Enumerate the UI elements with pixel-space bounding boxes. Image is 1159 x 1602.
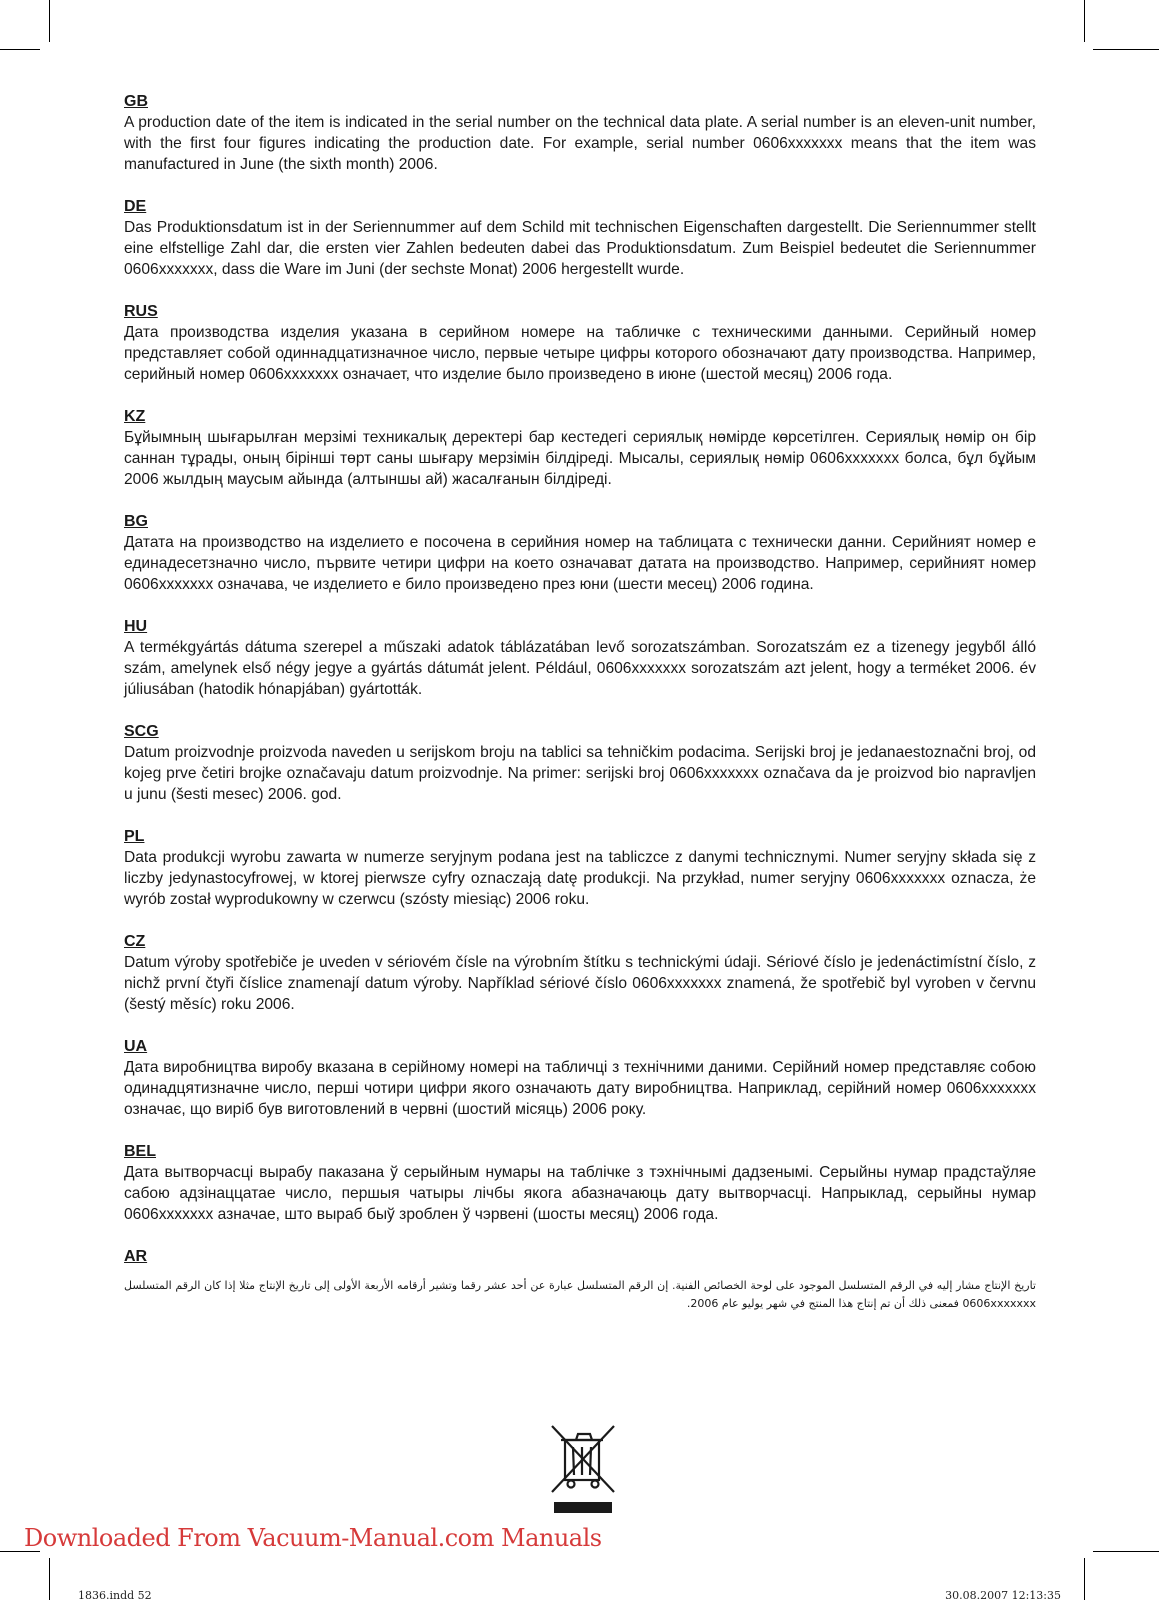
section-text: Das Produktionsdatum ist in der Seriennummer auf dem Schild mit technischen Eigenschaften dargestellt. Die Seriennummer stellt eine elfstellige Zahl dar, die ersten vier Zahlen bedeuten dabei das Produktionsdatum. Zum Beispiel bedeutet die Seriennummer 0606xxxxxxx, dass die Ware im Juni (der sechste Monat) 2006 hergestellt wurde.	[124, 219, 1036, 278]
crop-mark	[0, 49, 40, 50]
section-text: Datum výroby spotřebiče je uveden v sériovém čísle na výrobním štítku s technickými údaji. Sériové číslo je jedenáctimístní číslo, z nichž první čtyři číslice znamenají datum výroby. Například sériové číslo 0606xxxxxxx znamená, že spotřebič byl vyroben v červnu (šestý měsíc) roku 2006.	[124, 954, 1036, 1013]
section-text-arabic: تاريخ الإنتاج مشار إليه في الرقم المتسلسل الموجود على لوحة الخصائص الفنية. إن الرقم المتسلسل عبارة عن أحد عشر رقما وتشير أرقامه الأربعة الأولى إلى تاريخ الإنتاج مثلا إذا كان الرقم المتسلسل 0606xxxxxxx فمعنى ذلك أن تم إنتاج هذا المنتج في شهر يوليو عام 2006.	[124, 1279, 1036, 1310]
section-code: BG	[124, 513, 148, 530]
section-text: Датата на производство на изделието е посочена в серийния номер на таблицата с технически данни. Серийният номер е единадесетзначно число, първите четири цифри на което означават датата на производство. Например, серийният номер 0606xxxxxxx означава, че изделието е било произведено през юни (шести месец) 2006 година.	[124, 534, 1036, 593]
section-text: Дата производства изделия указана в серийном номере на табличке с техническими данными. Серийный номер представляет собой одиннадцатизначное число, первые четыре цифры которого обозначают дату производства. Например, серийный номер 0606xxxxxxx означает, что изделие было произведено в июне (шестой месяц) 2006 года.	[124, 324, 1036, 383]
section-code: CZ	[124, 933, 146, 950]
crop-mark	[1093, 49, 1159, 50]
section-code: DE	[124, 198, 147, 215]
crop-mark	[49, 1558, 50, 1600]
section-ua	[124, 1037, 1036, 1120]
document-body	[124, 92, 1036, 1335]
section-text: Data produkcji wyrobu zawarta w numerze seryjnym podana jest na tabliczce z danymi technicznymi. Numer seryjny składa się z liczby jedynastocyfrowej, w ktorej pierwsze cyfry oznaczają datę produkcji. Na przykład, numer seryjny 0606xxxxxxx oznacza, że wyrób został wyprodukowny w czerwcu (szósty miesiąc) 2006 roku.	[124, 849, 1036, 908]
section-code: AR	[124, 1248, 148, 1265]
section-code: BEL	[124, 1143, 156, 1160]
section-code: KZ	[124, 408, 146, 425]
section-text: A termékgyártás dátuma szerepel a műszaki adatok táblázatában levő sorozatszámban. Sorozatszám ez a tizenegy jegyből álló szám, amelynek első négy jegye a gyártás dátumát jelent. Például, 0606xxxxxxx sorozatszám azt jelent, hogy a terméket 2006. év júliusában (hatodik hónapjában) gyártották.	[124, 639, 1036, 698]
section-ar	[124, 1247, 1036, 1313]
crop-mark	[1093, 1551, 1159, 1552]
section-text: Datum proizvodnje proizvoda naveden u serijskom broju na tablici sa tehničkim podacima. Serijski broj je jedanaestoznačni broj, od kojeg prve četiri brojke označavaju datum proizvodnje. Na primer: serijski broj 0606xxxxxxx označava da je proizvod bio napravljen u junu (šesti mesec) 2006. god.	[124, 744, 1036, 803]
crop-mark	[1084, 1558, 1085, 1600]
section-cz	[124, 932, 1036, 1015]
section-rus	[124, 302, 1036, 385]
section-code: GB	[124, 93, 148, 110]
section-bg	[124, 512, 1036, 595]
section-text: A production date of the item is indicated in the serial number on the technical data plate. A serial number is an eleven-unit number, with the first four figures indicating the production date. For example, serial number 0606xxxxxxx means that the item was manufactured in June (the sixth month) 2006.	[124, 114, 1036, 173]
crossed-out-wheelie-bin-icon	[548, 1420, 620, 1516]
section-bel	[124, 1142, 1036, 1225]
crop-mark	[49, 0, 50, 42]
section-gb	[124, 92, 1036, 175]
section-text: Дата виробництва виробу вказана в серійному номері на табличці з технічними даними. Серійний номер представляє собою одинадцятизначне число, перші чотири цифри якого означають дату виробництва. Наприклад, серійний номер 0606xxxxxxx означає, що виріб був виготовлений в червні (шостий місяць) 2006 року.	[124, 1059, 1036, 1118]
section-pl	[124, 827, 1036, 910]
download-watermark: Downloaded From Vacuum-Manual.com Manuals	[24, 1524, 602, 1552]
section-de	[124, 197, 1036, 280]
section-kz	[124, 407, 1036, 490]
section-code: UA	[124, 1038, 148, 1055]
section-code: HU	[124, 618, 148, 635]
crop-mark	[1084, 0, 1085, 42]
section-code: SCG	[124, 723, 159, 740]
section-text: Дата вытворчасці вырабу паказана ў серыйным нумары на таблічке з тэхнічнымі дадзенымі. Серыйны нумар прадстаўляе сабою адзінаццатае число, першыя чатыры лічбы якога абазначаюць дату вытворчасці. Напрыклад, серыйны нумар 0606xxxxxxx азначае, што выраб быў зроблен ў чэрвені (шосты месяц) 2006 года.	[124, 1164, 1036, 1223]
section-code: RUS	[124, 303, 158, 320]
footer-file-info: 1836.indd 52	[78, 1589, 152, 1602]
footer-timestamp: 30.08.2007 12:13:35	[945, 1589, 1061, 1602]
section-text: Бұйымның шығарылған мерзімі техникалық деректері бар кестедегі сериялық нөмірде көрсетілген. Сериялық нөмір он бір саннан тұрады, оның бірінші төрт саны шығару мерзімін білдіреді. Мысалы, сериялық нөмір 0606xxxxxxx болса, бұл бұйым 2006 жылдың маусым айында (алтыншы ай) жасалғанын білдіреді.	[124, 429, 1036, 488]
section-hu	[124, 617, 1036, 700]
section-scg	[124, 722, 1036, 805]
section-code: PL	[124, 828, 145, 845]
